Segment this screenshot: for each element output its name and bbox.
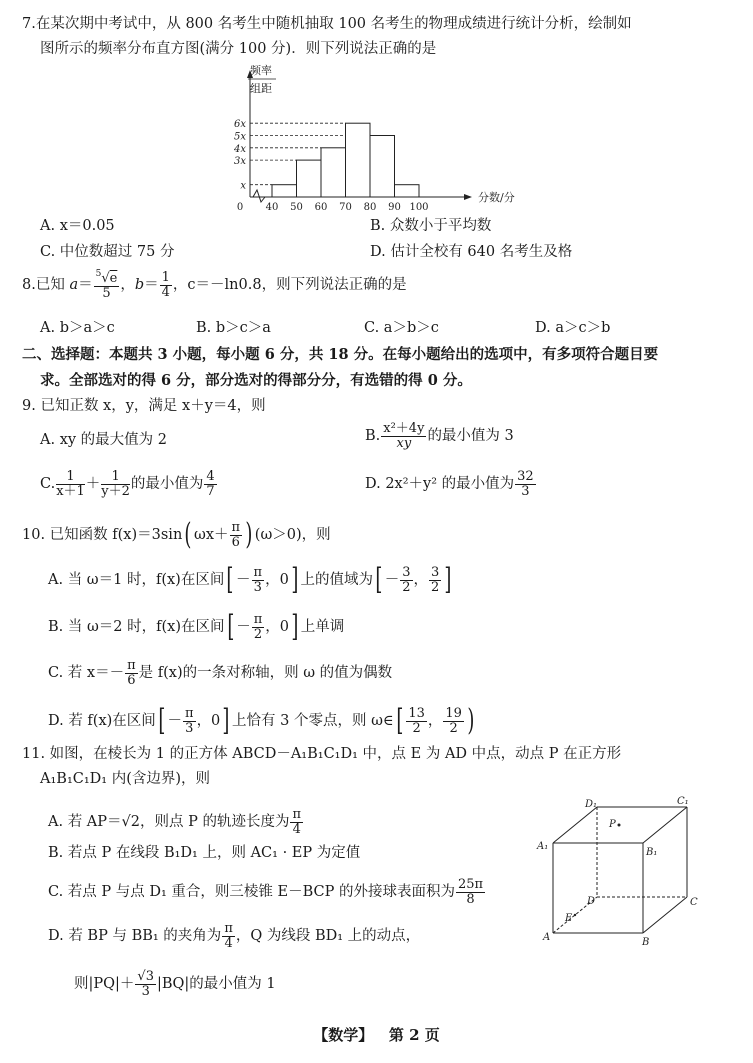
q9-option-b: B. $\frac{\text{x²＋4y}}{xy}$ 的最小值为 3 (365, 421, 514, 451)
hist-x-tick-label: 50 (290, 202, 303, 212)
q11-option-a: A. 若 AP＝√2，则点 P 的轨迹长度为 $\frac{\pi}{4}$ (48, 807, 302, 837)
q7-option-b: B. 众数小于平均数 (370, 218, 492, 234)
q8-b-fraction: $\frac{1}{4}$ (161, 270, 170, 300)
cube-label-e: E (565, 913, 573, 924)
hist-x-tick-label: 80 (363, 202, 377, 212)
section2-heading-line2: 求。全部选对的得 6 分，部分选对的得部分分，有选错的得 0 分。 (40, 372, 472, 389)
page-footer: 【数学】 第 2 页 (313, 1026, 440, 1044)
q8-stem: 8.已知 a＝ $\frac{^5√e}{5}$ ，b＝ $\frac{1}{4}$ ，c＝－ln0.8，则下列说法正确的是 (22, 269, 407, 301)
q8-option-c: C. a＞b＞c (364, 320, 439, 336)
hist-y-tick-label: 4x (233, 143, 246, 155)
hist-x-tick-label: 40 (265, 202, 279, 212)
q8-option-a: A. b＞a＞c (40, 320, 115, 336)
cube-label-c: C (690, 897, 698, 908)
q11-option-c: C. 若点 P 与点 D₁ 重合，则三棱锥 E－BCP 的外接球表面积为 $\frac{25\pi}{8}$ (48, 877, 484, 907)
hist-xlabel: 分数/分 (478, 191, 515, 204)
q9-stem: 9. 已知正数 x，y，满足 x＋y＝4，则 (22, 398, 266, 414)
q9-option-d: D. 2x²＋y² 的最小值为 $\frac{32}{3}$ (365, 469, 534, 499)
q7-option-d: D. 估计全校有 640 名考生及格 (370, 244, 573, 260)
hist-ylabel-bottom: 组距 (250, 82, 272, 95)
cube-label-a: A (543, 932, 551, 943)
hist-ylabel-top: 频率 (250, 64, 272, 77)
hist-x-tick-label: 60 (314, 202, 328, 212)
q7-number: 7. (22, 16, 36, 32)
q11-stem-line1: 11. 如图，在棱长为 1 的正方体 ABCD－A₁B₁C₁D₁ 中，点 E 为 AD 中点，动点 P 在正方形 (22, 746, 622, 762)
hist-y-tick-label: 5x (233, 131, 246, 143)
q11-option-d: D. 若 BP 与 BB₁ 的夹角为 $\frac{\pi}{4}$ ，Q 为线段 BD₁ 上的动点， (48, 921, 421, 951)
cube-label-c1: C₁ (677, 796, 689, 807)
hist-bar (321, 148, 346, 197)
hist-bar (346, 123, 371, 197)
q11-stem-line2: A₁B₁C₁D₁ 内(含边界)，则 (40, 771, 211, 787)
hist-x-tick-label: 100 (409, 202, 429, 212)
q11-option-d-line2: 则|PQ|＋ $\frac{√3}{3}$ |BQ|的最小值为 1 (74, 969, 276, 999)
cube-label-a1: A₁ (537, 841, 549, 852)
cube-label-p: P (609, 819, 616, 830)
cube-label-b: B (642, 937, 650, 948)
q10-option-c: C. 若 x＝－ $\frac{\pi}{6}$ 是 f(x)的一条对称轴，则 ω 的值为偶数 (48, 658, 393, 688)
hist-bar (272, 185, 297, 197)
q11-cube-figure (535, 795, 705, 950)
cube-label-d1: D₁ (585, 799, 598, 810)
hist-bar (395, 185, 420, 197)
hist-x-tick-label: 90 (388, 202, 401, 212)
q8-option-b: B. b＞c＞a (196, 320, 271, 336)
hist-bar (370, 136, 395, 198)
cube-label-d: D (587, 896, 596, 907)
q7-stem-line2: 图所示的频率分布直方图(满分 100 分)．则下列说法正确的是 (40, 41, 437, 57)
hist-x-tick-label: 70 (339, 202, 352, 212)
hist-y-tick-label: 6x (233, 119, 246, 131)
q7-histogram (220, 62, 520, 212)
q10-option-b: B. 当 ω＝2 时，f(x)在区间[ － $\frac{\pi}{2}$ ，0] 上单调 (48, 609, 345, 644)
q8-option-d: D. a＞c＞b (535, 320, 611, 336)
hist-x-tick-label: 0 (236, 202, 244, 212)
hist-y-tick-label: x (240, 180, 246, 192)
hist-y-tick-label: 3x (233, 156, 246, 168)
cube-label-b1: B₁ (646, 847, 658, 858)
q7-option-c: C. 中位数超过 75 分 (40, 244, 175, 260)
q9-option-a: A. xy 的最大值为 2 (40, 432, 168, 448)
q8-a-fraction: $\frac{^5√e}{5}$ (95, 269, 118, 301)
q10-stem: 10. 已知函数 f(x)＝3sin( ωx＋ $\frac{\pi}{6}$ ) (ω＞0)，则 (22, 517, 331, 552)
q9-option-c: C. $\frac{1}{x+1}$ ＋ $\frac{1}{y+2}$ 的最小值为 $\frac{4}{7}$ (40, 469, 215, 499)
q7-option-a: A. x＝0.05 (40, 218, 115, 234)
footer-subject: 数学 (328, 1026, 359, 1044)
q10-option-a: A. 当 ω＝1 时，f(x)在区间[ － $\frac{\pi}{3}$ ，0] 上的值域为[ － $\frac{3}{2}$ ， $\frac{3}{2}$ ] (48, 562, 452, 597)
q7-stem-line1: 7.在某次期中考试中，从 800 名考生中随机抽取 100 名考生的物理成绩进行统计分析，绘制如 (22, 16, 632, 32)
q10-option-d: D. 若 f(x)在区间[ － $\frac{\pi}{3}$ ，0] 上恰有 3 个零点，则 ω∈[ $\frac{13}{2}$ ， $\frac{19}{2}$ ) (48, 703, 475, 738)
section2-heading-line1: 二、选择题：本题共 3 小题，每小题 6 分，共 18 分。在每小题给出的选项中，有多项符合题目要 (22, 346, 659, 363)
footer-page-number: 第 2 页 (388, 1026, 440, 1044)
q11-option-b: B. 若点 P 在线段 B₁D₁ 上，则 AC₁ · EP 为定值 (48, 845, 361, 861)
hist-bar (297, 160, 322, 197)
